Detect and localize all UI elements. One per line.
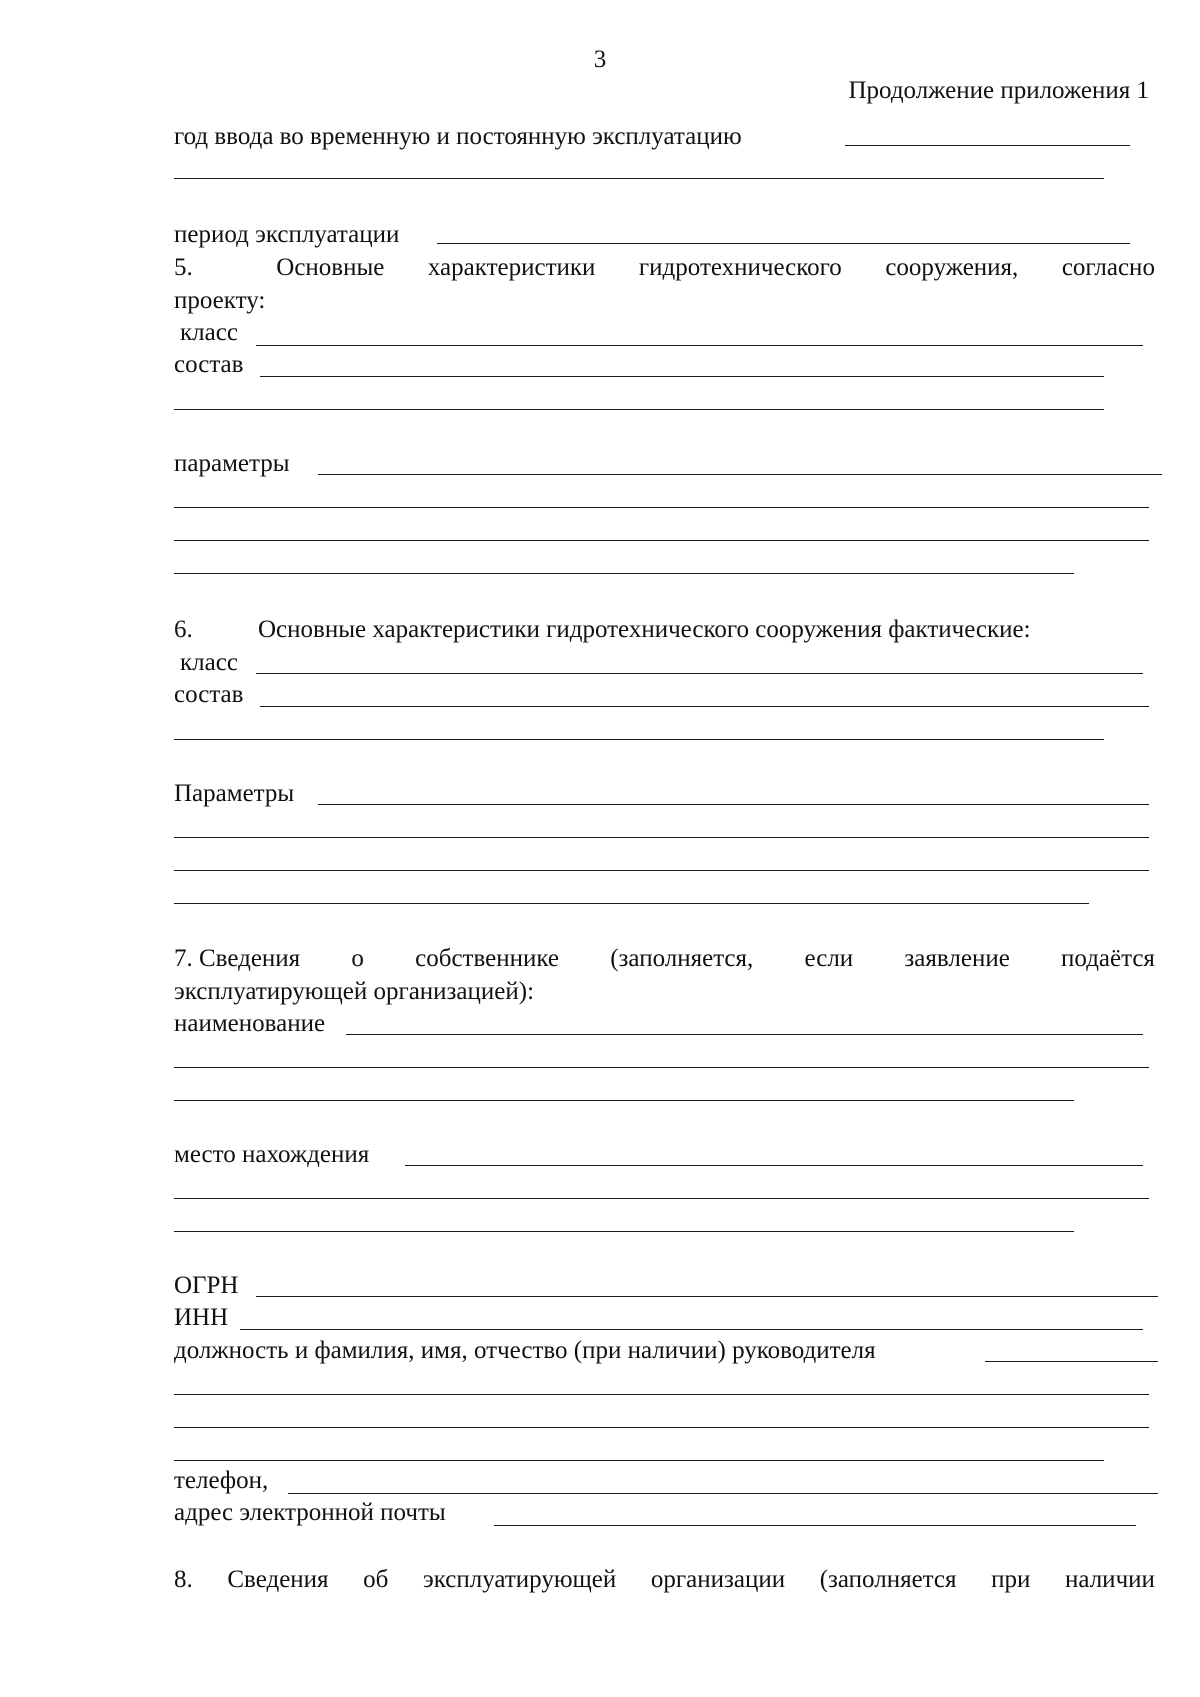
operation-period-label: период эксплуатации bbox=[174, 221, 400, 248]
section7-heading-cont: эксплуатирующей организацией): bbox=[174, 978, 535, 1005]
owner-head-label: должность и фамилия, имя, отчество (при наличии) руководителя bbox=[174, 1337, 876, 1364]
section6-composition-field-line-2[interactable] bbox=[174, 739, 1104, 740]
owner-email-label: адрес электронной почты bbox=[174, 1499, 446, 1526]
heading-word: характеристики bbox=[427, 254, 596, 281]
section5-parameters-field[interactable] bbox=[318, 474, 1162, 475]
operation-period-field[interactable] bbox=[437, 243, 1130, 244]
owner-ogrn-label: ОГРН bbox=[174, 1272, 239, 1299]
section6-class-label: класс bbox=[180, 649, 238, 676]
heading-word: организации bbox=[650, 1566, 786, 1593]
section5-heading-cont: проекту: bbox=[174, 287, 266, 314]
owner-head-field[interactable] bbox=[985, 1361, 1158, 1362]
owner-head-field-line-4[interactable] bbox=[174, 1460, 1104, 1461]
section5-parameters-field-line-3[interactable] bbox=[174, 540, 1149, 541]
section6-parameters-field-line-2[interactable] bbox=[174, 837, 1149, 838]
section8-heading bbox=[174, 1567, 1155, 1592]
heading-word: сооружения, bbox=[885, 254, 1019, 281]
heading-word: (заполняется bbox=[819, 1566, 957, 1593]
heading-word: если bbox=[804, 945, 854, 972]
heading-word: о bbox=[351, 945, 364, 972]
heading-word: наличии bbox=[1065, 1566, 1155, 1593]
owner-phone-label: телефон, bbox=[174, 1467, 269, 1494]
section5-parameters-field-line-4[interactable] bbox=[174, 573, 1074, 574]
section6-composition-label: состав bbox=[174, 681, 244, 708]
section6-heading-number: 6. bbox=[174, 616, 193, 643]
section5-class-label: класс bbox=[180, 319, 238, 346]
section5-heading bbox=[174, 255, 1155, 280]
section5-class-field[interactable] bbox=[256, 345, 1143, 346]
owner-email-field[interactable] bbox=[494, 1525, 1136, 1526]
appendix-header: Продолжение приложения 1 bbox=[848, 77, 1149, 104]
heading-word: об bbox=[363, 1566, 389, 1593]
page-number: 3 bbox=[593, 46, 607, 73]
section6-class-field[interactable] bbox=[256, 673, 1143, 674]
section5-parameters-field-line-2[interactable] bbox=[174, 507, 1149, 508]
owner-inn-label: ИНН bbox=[174, 1304, 229, 1331]
heading-word: подаётся bbox=[1061, 945, 1155, 972]
heading-word: при bbox=[991, 1566, 1031, 1593]
heading-word: эксплуатирующей bbox=[423, 1566, 617, 1593]
section5-composition-label: состав bbox=[174, 351, 244, 378]
commissioning-field-line-2[interactable] bbox=[174, 178, 1104, 179]
commissioning-label: год ввода во временную и постоянную эксплуатацию bbox=[174, 123, 742, 150]
owner-head-field-line-2[interactable] bbox=[174, 1394, 1149, 1395]
section6-composition-field[interactable] bbox=[260, 706, 1149, 707]
section5-composition-field[interactable] bbox=[260, 376, 1104, 377]
section6-parameters-field-line-3[interactable] bbox=[174, 870, 1149, 871]
section7-heading bbox=[174, 946, 1155, 971]
section5-parameters-label: параметры bbox=[174, 450, 290, 477]
section6-parameters-field-line-4[interactable] bbox=[174, 903, 1089, 904]
owner-location-field-line-2[interactable] bbox=[174, 1198, 1149, 1199]
owner-name-field-line-3[interactable] bbox=[174, 1100, 1074, 1101]
section5-composition-field-line-2[interactable] bbox=[174, 409, 1104, 410]
section6-parameters-field[interactable] bbox=[318, 804, 1149, 805]
owner-name-field[interactable] bbox=[346, 1034, 1143, 1035]
heading-word: собственнике bbox=[415, 945, 559, 972]
owner-head-field-line-3[interactable] bbox=[174, 1427, 1149, 1428]
heading-word: заявление bbox=[904, 945, 1010, 972]
heading-word: 7. Сведения bbox=[174, 945, 301, 972]
owner-location-label: место нахождения bbox=[174, 1141, 370, 1168]
owner-ogrn-field[interactable] bbox=[256, 1296, 1158, 1297]
commissioning-field[interactable] bbox=[845, 145, 1130, 146]
owner-location-field[interactable] bbox=[405, 1165, 1143, 1166]
owner-phone-field[interactable] bbox=[288, 1493, 1158, 1494]
heading-word: 8. bbox=[174, 1566, 193, 1593]
heading-word: 5. bbox=[174, 254, 193, 281]
heading-word: Основные bbox=[276, 254, 385, 281]
owner-location-field-line-3[interactable] bbox=[174, 1231, 1074, 1232]
owner-inn-field[interactable] bbox=[240, 1329, 1143, 1330]
owner-name-label: наименование bbox=[174, 1010, 326, 1037]
owner-name-field-line-2[interactable] bbox=[174, 1067, 1149, 1068]
section6-parameters-label: Параметры bbox=[174, 780, 295, 807]
heading-word: Сведения bbox=[227, 1566, 329, 1593]
heading-word: гидротехнического bbox=[638, 254, 842, 281]
heading-word: согласно bbox=[1061, 254, 1155, 281]
section6-heading-text: Основные характеристики гидротехнического сооружения фактические: bbox=[258, 616, 1031, 643]
heading-word: (заполняется, bbox=[610, 945, 754, 972]
